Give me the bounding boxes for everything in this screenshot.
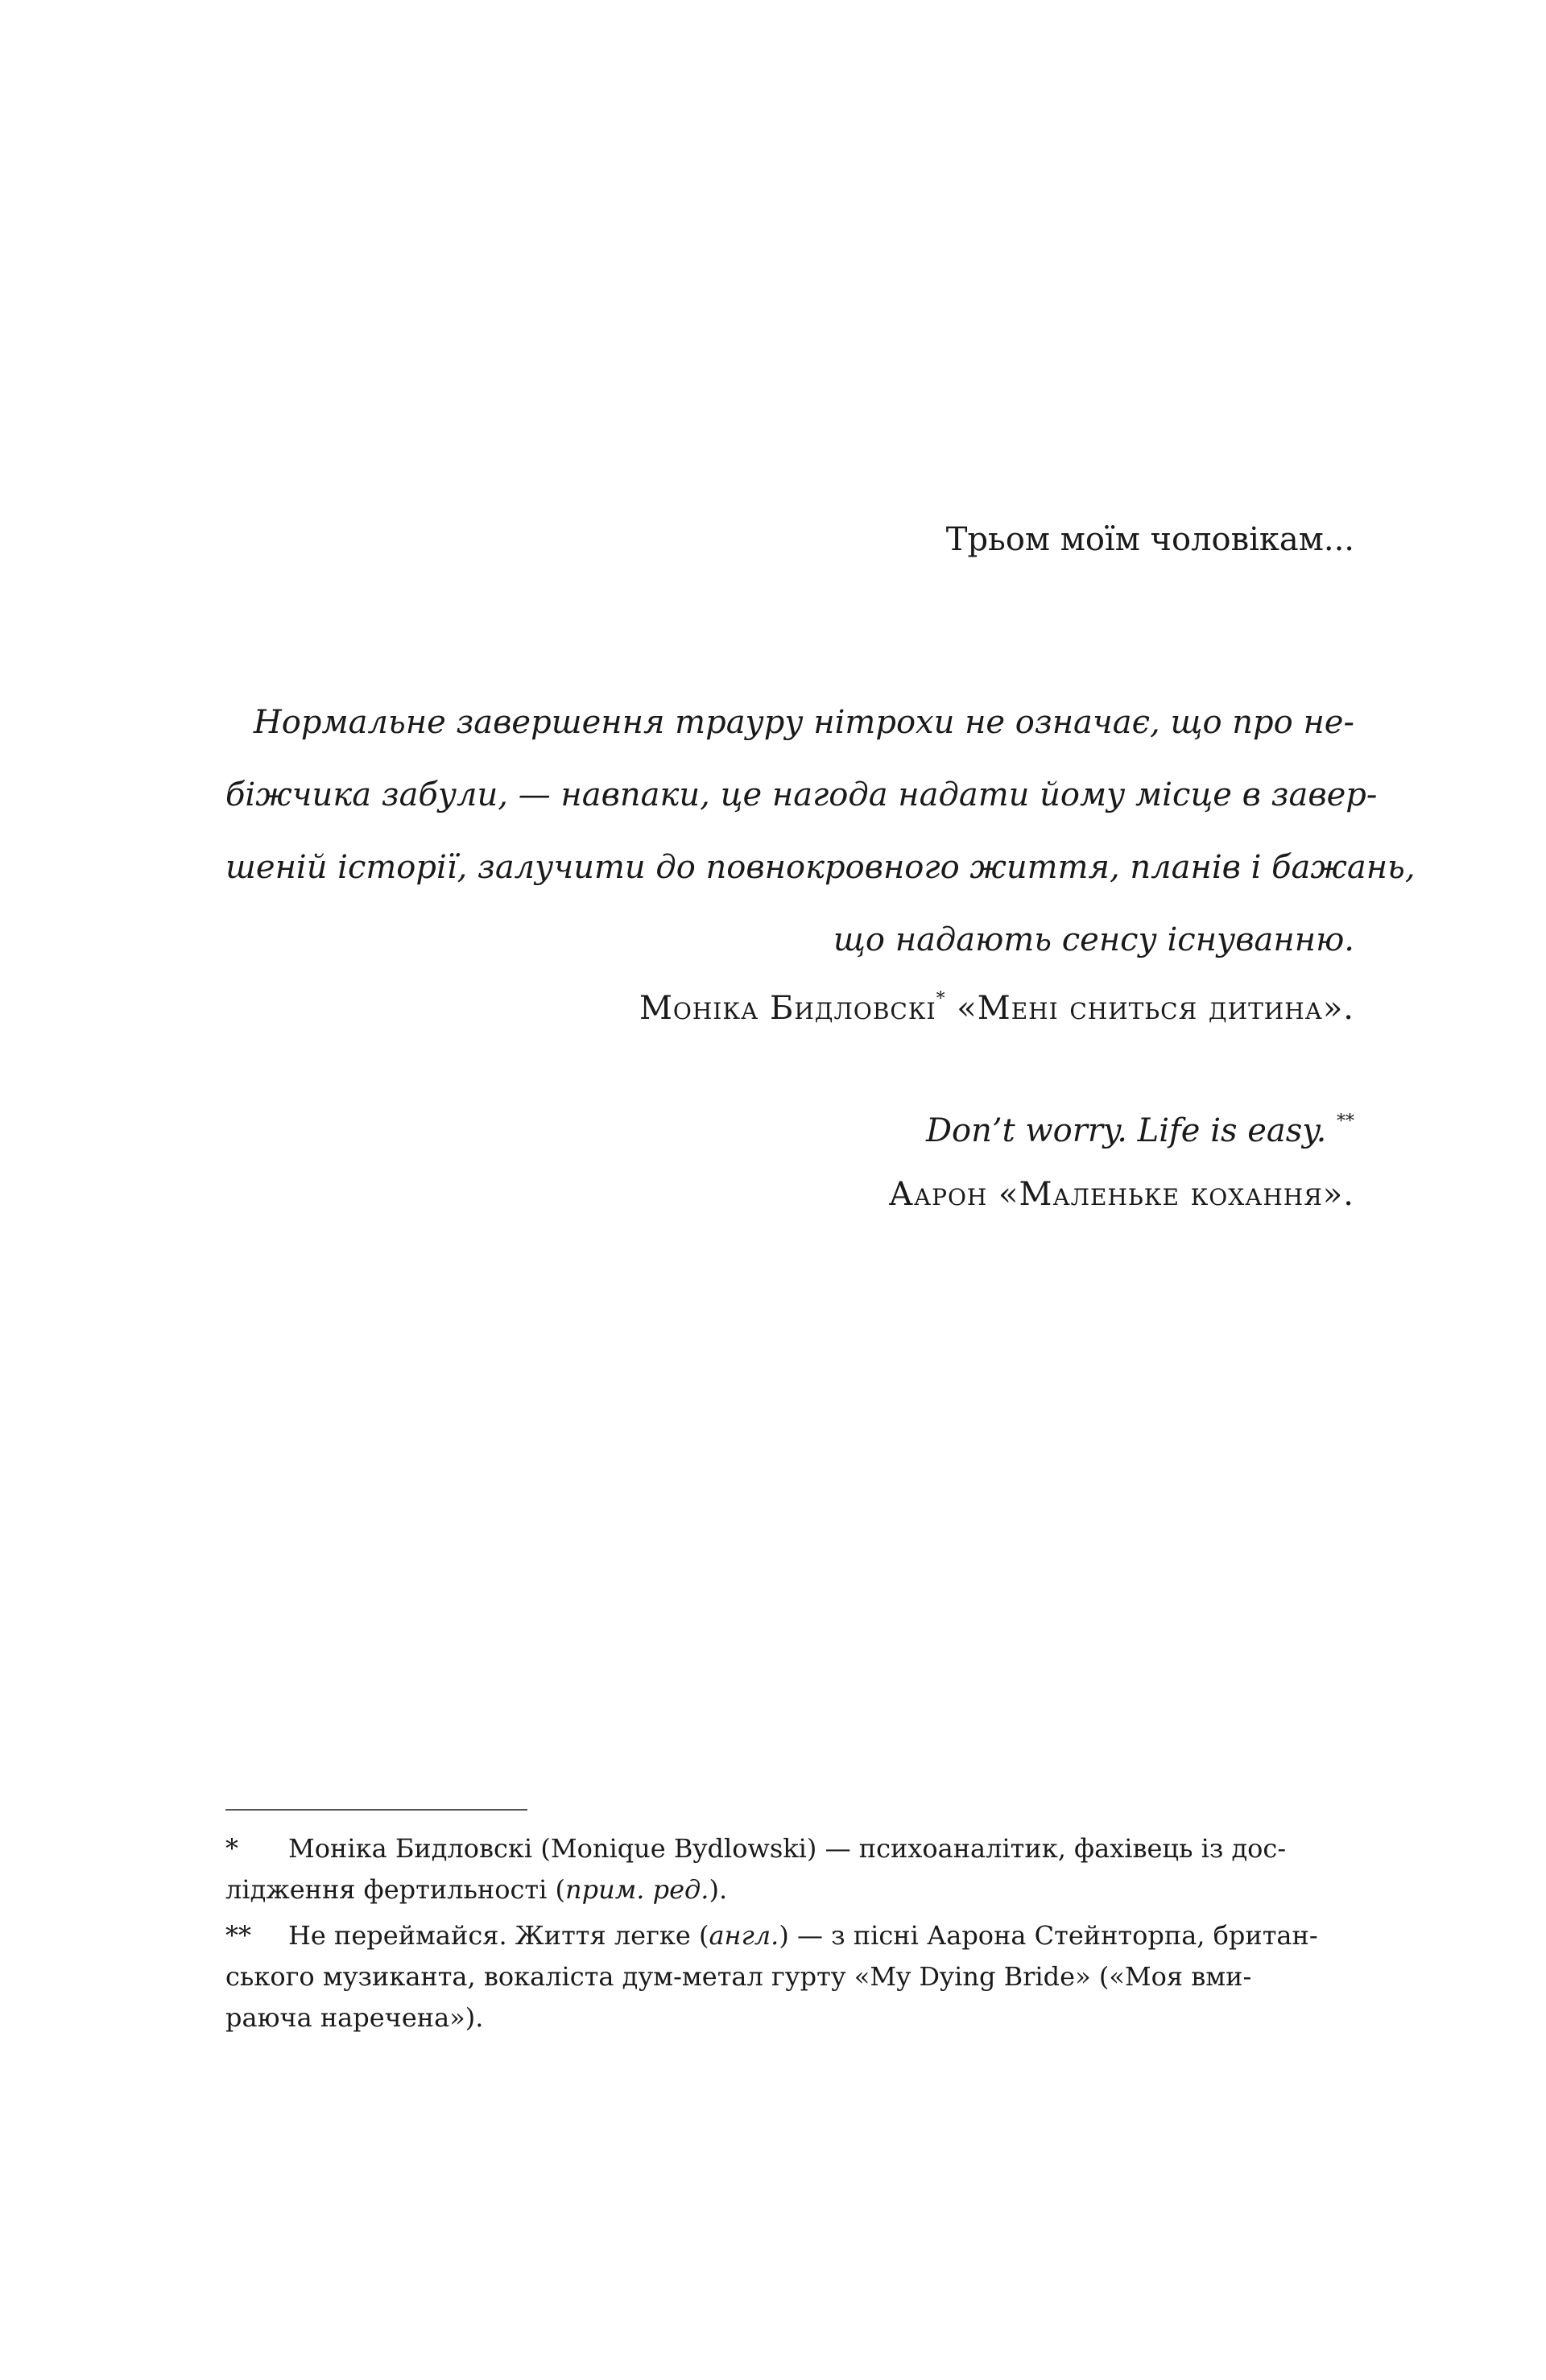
footnote-text: ) — з пісні Аарона Стейнторпа, британ- — [779, 1920, 1318, 1951]
footnote-ref: * — [936, 989, 946, 1009]
footnote-ref: ** — [1337, 1111, 1354, 1132]
footnote-text: лідження фертильності ( — [225, 1874, 566, 1905]
attribution-author: Моніка Бидловскі — [639, 990, 936, 1027]
epigraph-line — [225, 1099, 1354, 1162]
footnote-line: раюча наречена»). — [225, 2002, 484, 2033]
footnote-text: Моніка Бидловскі (Monique Bydlowski) — психоаналітик, фахівець із дос- — [288, 1833, 1287, 1864]
footnote-italic: англ. — [709, 1920, 779, 1951]
attribution-author: Аарон — [888, 1176, 988, 1213]
dedication-text: Трьом моїм чоловікам... — [945, 521, 1354, 558]
footnote-italic: прим. ред. — [565, 1874, 709, 1905]
footnote-2 — [225, 1915, 1354, 2039]
footnotes — [225, 1828, 1354, 2043]
footnote-text: ). — [709, 1874, 728, 1905]
attribution-source: «Маленьке кохання». — [998, 1176, 1354, 1213]
footnote-line — [225, 1915, 1354, 1956]
epigraph-line: біжчика забули, — навпаки, це нагода надати йому місце в завер- — [225, 776, 1378, 813]
epigraph-attribution — [225, 1162, 1354, 1227]
epigraph-attribution — [225, 976, 1354, 1041]
footnote-line — [225, 1869, 1354, 1910]
footnote-line — [225, 1828, 1354, 1869]
footnote-mark: ** — [225, 1920, 251, 1951]
epigraph-aaron — [225, 1099, 1354, 1227]
epigraph-line: Нормальне завершення трауру нітрохи не означає, що про не- — [253, 704, 1354, 741]
epigraph-bydlowski — [225, 686, 1416, 1041]
epigraph-quote: Don’t worry. Life is easy. — [925, 1112, 1327, 1149]
epigraph-line: шеній історії, залучити до повнокровного життя, планів і бажань, — [225, 849, 1416, 886]
footnote-line: ського музиканта, вокаліста дум-метал гурту «My Dying Bride» («Моя вми- — [225, 1961, 1252, 1992]
footnote-text: Не переймайся. Життя легке ( — [288, 1920, 709, 1951]
footnote-1 — [225, 1828, 1354, 1910]
footnote-mark: * — [225, 1833, 238, 1864]
dedication — [225, 515, 1354, 564]
attribution-source: «Мені сниться дитина». — [957, 990, 1354, 1027]
epigraph-line: що надають сенсу існуванню. — [833, 921, 1354, 958]
footnote-separator-rule — [225, 1809, 527, 1811]
